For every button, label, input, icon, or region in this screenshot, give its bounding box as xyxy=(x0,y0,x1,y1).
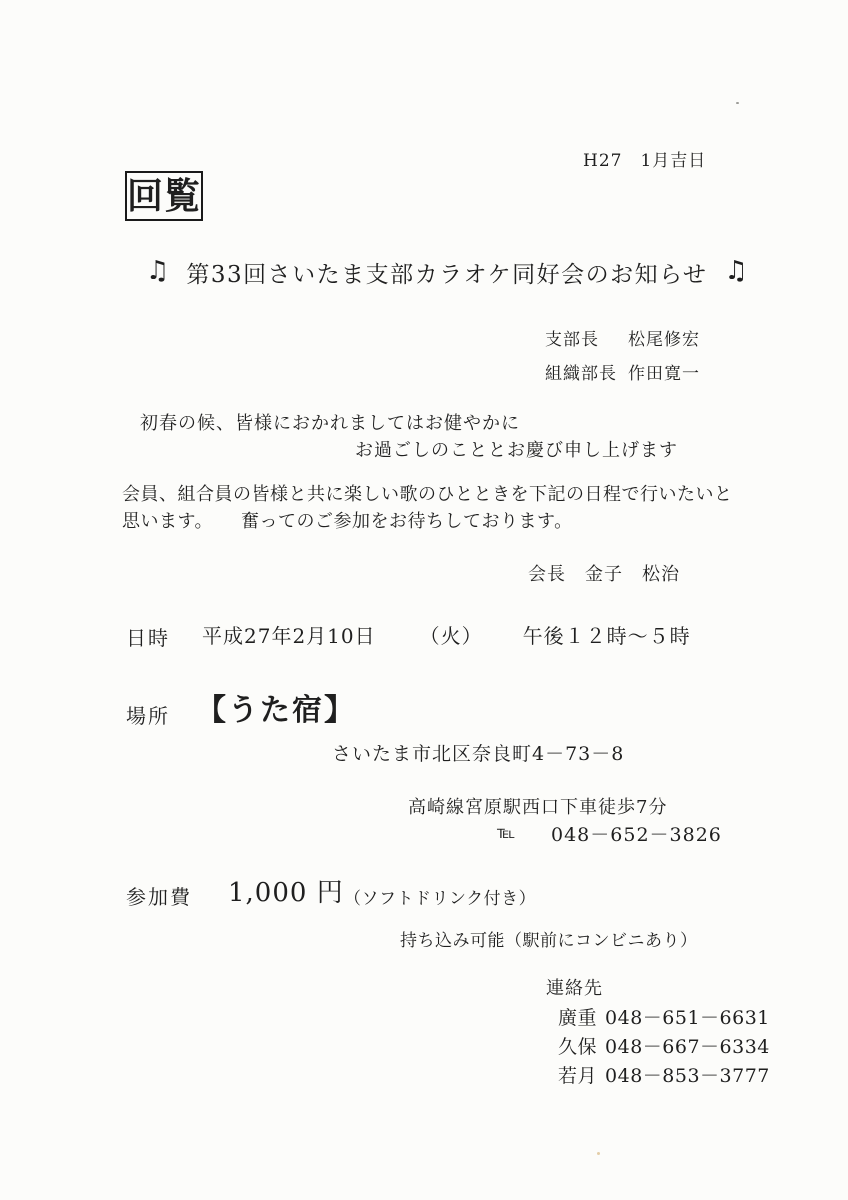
body-line-1: 会員、組合員の皆様と共に楽しい歌のひとときを下記の日程で行いたいと xyxy=(122,484,733,505)
contacts-heading: 連絡先 xyxy=(546,978,603,999)
greeting-line-2: お過ごしのこととお慶び申し上げます xyxy=(355,440,678,461)
schedule-value xyxy=(202,620,691,649)
greeting-line-1: 初春の候、皆様におかれましてはお健やかに xyxy=(140,413,520,434)
venue-label: 場所 xyxy=(126,704,170,728)
venue-address: さいたま市北区奈良町4－73－8 xyxy=(332,743,625,765)
schedule-date: 平成27年2月10日 xyxy=(202,624,376,648)
officer-name: 松尾修宏 xyxy=(628,330,700,350)
notice-title-row xyxy=(146,256,748,289)
contact-name: 廣重 xyxy=(558,1007,598,1029)
body-line-2: 思います。 奮ってのご参加をお待ちしております。 xyxy=(122,511,573,532)
contact-phone-number: 048－853－3777 xyxy=(605,1065,770,1087)
music-note-icon: ♫ xyxy=(146,255,170,286)
fee-amount: 1,000 円 xyxy=(228,878,344,908)
telephone-icon: ℡ xyxy=(497,823,516,843)
schedule-time: 午後１２時～５時 xyxy=(522,624,691,648)
contact-phone-number: 048－651－6631 xyxy=(605,1007,770,1029)
venue-access: 高崎線宮原駅西口下車徒歩7分 xyxy=(408,797,668,818)
venue-phone-number: 048－652－3826 xyxy=(551,824,722,846)
music-note-icon: ♫ xyxy=(724,255,748,286)
schedule-weekday: （火） xyxy=(419,624,483,648)
contact-name: 若月 xyxy=(558,1065,598,1087)
contact-name: 久保 xyxy=(558,1036,598,1058)
fee-note: （ソフトドリンク付き） xyxy=(344,889,537,909)
fee-subnote: 持ち込み可能（駅前にコンビニあり） xyxy=(400,931,698,951)
scan-speck xyxy=(597,1152,600,1155)
scan-speck xyxy=(736,102,739,104)
officer-role: 支部長 xyxy=(545,330,599,350)
issue-date: H27 1月吉日 xyxy=(583,151,707,171)
contact-entry xyxy=(558,1061,770,1088)
notice-title: 第33回さいたま支部カラオケ同好会のお知らせ xyxy=(186,262,708,288)
officer-list xyxy=(545,325,700,384)
chairman-signature: 会長 金子 松治 xyxy=(528,564,680,585)
officer-role: 組織部長 xyxy=(545,364,617,384)
contact-entry xyxy=(558,1032,770,1059)
kairan-stamp-box xyxy=(125,171,203,221)
kairan-stamp-label: 回覧 xyxy=(127,175,202,217)
contact-entry xyxy=(558,1003,770,1030)
officer-name: 作田寛一 xyxy=(628,364,700,384)
schedule-label: 日時 xyxy=(126,626,170,650)
fee-label: 参加費 xyxy=(126,885,192,909)
venue-name: 【うた宿】 xyxy=(196,693,356,728)
contact-phone-number: 048－667－6334 xyxy=(605,1036,770,1058)
